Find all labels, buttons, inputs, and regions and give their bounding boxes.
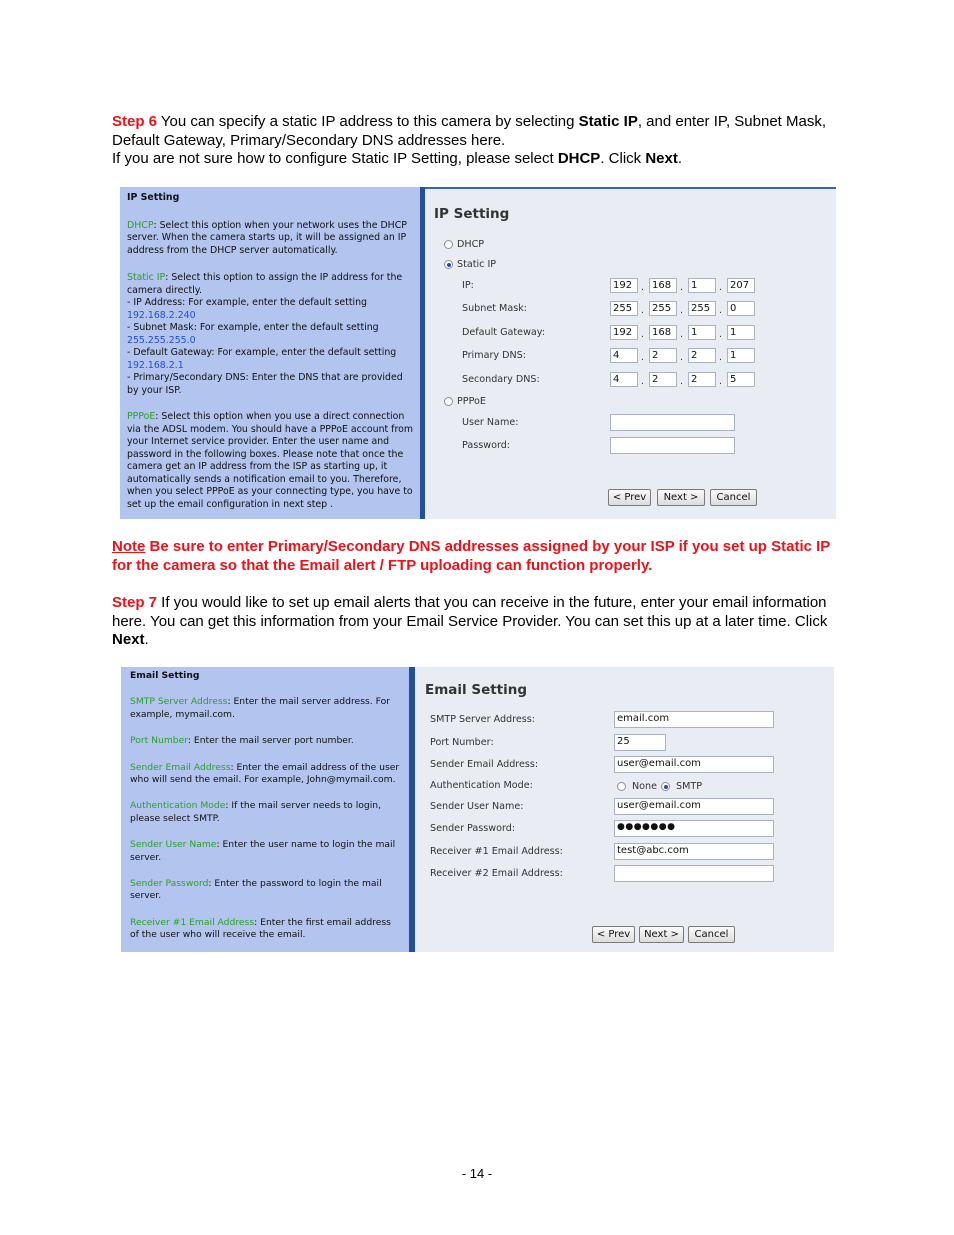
gateway-label: Default Gateway:	[462, 327, 546, 338]
static-ip-radio[interactable]	[444, 260, 453, 269]
ip-octet-2[interactable]: 168	[649, 278, 677, 293]
next-button[interactable]: Next >	[657, 489, 705, 506]
step7-paragraph: Step 7 If you would like to set up email alerts that you can receive in the future, enter your email information here. You can get this information from your Email Service Provider. You can set this up at a later time. Click Next.	[112, 594, 828, 648]
step7-label: Step 7	[112, 594, 158, 611]
dhcp-label: DHCP	[457, 239, 485, 250]
ip-help-heading: IP Setting	[127, 192, 180, 203]
sdns-octet-3[interactable]: 2	[688, 372, 716, 387]
port-number-input[interactable]: 25	[614, 734, 666, 751]
auth-smtp-radio[interactable]	[661, 782, 670, 791]
sender-email-input[interactable]: user@email.com	[614, 756, 774, 773]
cancel-button[interactable]: Cancel	[710, 489, 757, 506]
pdns-octet-2[interactable]: 2	[649, 348, 677, 363]
email-setting-title: Email Setting	[425, 682, 528, 698]
gw-octet-4[interactable]: 1	[727, 325, 755, 340]
password-label: Password:	[462, 440, 511, 451]
sender-user-label: Sender User Name:	[430, 801, 524, 812]
panel-divider	[409, 667, 415, 952]
receiver2-email-input[interactable]	[614, 865, 774, 882]
prev-button[interactable]: < Prev	[608, 489, 651, 506]
pppoe-password-input[interactable]	[610, 437, 735, 454]
ip-octet-3[interactable]: 1	[688, 278, 716, 293]
mask-octet-2[interactable]: 255	[649, 301, 677, 316]
pdns-octet-4[interactable]: 1	[727, 348, 755, 363]
smtp-server-input[interactable]: email.com	[614, 711, 774, 728]
sender-password-input[interactable]: ●●●●●●●	[614, 820, 774, 837]
auth-none-radio[interactable]	[617, 782, 626, 791]
gw-octet-1[interactable]: 192	[610, 325, 638, 340]
auth-mode-label: Authentication Mode:	[430, 780, 533, 791]
sender-username-input[interactable]: user@email.com	[614, 798, 774, 815]
username-label: User Name:	[462, 417, 519, 428]
gw-octet-2[interactable]: 168	[649, 325, 677, 340]
email-help-sidebar: Email Setting SMTP Server Address: Enter the mail server address. For example, mymail.com. Port Number: Enter the mail server port number. Sender Email Address: Enter the email address of the user who will send the email. For example, John@mymail.com. Authentication Mode: If the mail server needs to login, please select SMTP. Sender User Name: Enter the user name to login the mail server. Sender Password: Enter the password to login the mail server. Receiver #1 Email Address: Enter the first email address of the user who will receive the email.	[121, 667, 409, 952]
prev-button[interactable]: < Prev	[592, 926, 635, 943]
ip-octet-1[interactable]: 192	[610, 278, 638, 293]
ip-label: IP:	[462, 280, 474, 291]
step6-paragraph: Step 6 You can specify a static IP address to this camera by selecting Static IP, and enter IP, Subnet Mask, Default Gateway, Primary/Secondary DNS addresses here. If you are not sure how to configure Static IP Setting, please select DHCP. Click Next.	[112, 113, 827, 167]
smtp-label: SMTP Server Address:	[430, 714, 536, 725]
receiver1-label: Receiver #1 Email Address:	[430, 846, 563, 857]
port-label: Port Number:	[430, 737, 494, 748]
panel-top-line	[425, 187, 836, 189]
receiver2-label: Receiver #2 Email Address:	[430, 868, 563, 879]
static-ip-label: Static IP	[457, 259, 497, 270]
auth-smtp-label: SMTP	[676, 781, 703, 792]
ip-octet-4[interactable]: 207	[727, 278, 755, 293]
dhcp-radio[interactable]	[444, 240, 453, 249]
dns-note: Note Be sure to enter Primary/Secondary DNS addresses assigned by your ISP if you set up Static IP for the camera so that the Email alert / FTP uploading can function properly.	[112, 538, 831, 574]
pdns-octet-3[interactable]: 2	[688, 348, 716, 363]
subnet-mask-label: Subnet Mask:	[462, 303, 527, 314]
panel-divider	[420, 187, 425, 519]
mask-octet-1[interactable]: 255	[610, 301, 638, 316]
gw-octet-3[interactable]: 1	[688, 325, 716, 340]
sender-email-label: Sender Email Address:	[430, 759, 539, 770]
sdns-octet-2[interactable]: 2	[649, 372, 677, 387]
cancel-button[interactable]: Cancel	[688, 926, 735, 943]
pppoe-username-input[interactable]	[610, 414, 735, 431]
sender-password-label: Sender Password:	[430, 823, 516, 834]
ip-setting-screenshot: IP Setting DHCP: Select this option when your network uses the DHCP server. When the camera starts up, it will be assigned an IP address from the DHCP server automatically. Static IP: Select this option to assign the IP address for the camera directly. - IP Address: For example, enter the default setting 192.168.2.240 - Subnet Mask: For example, enter the default setting 255.255.255.0 - Default Gateway: For example, enter the default setting 192.168.2.1 - Primary/Secondary DNS: Enter the DNS that are provided by your ISP. PPPoE: Select this option when you use a direct connection via the ADSL modem. You should have a PPPoE account from your Internet service provider. Enter the user name and password in the following boxes. Please note that once the camera get an IP address from the ISP as starting up, it automatically sends a notification email to you. Therefore, when you select PPPoE as your connecting type, you have to set up the email configuration in next step . IP Setting DHCP Static IP IP: 192 . 168 . 1 . 207 Subnet Mask: 255 . 255 . 255 . 0 Default Gateway: 192 . 168 . 1 . 1 Primary DNS: 4 . 2 . 2 . 1 Secondary DNS: 4 . 2 . 2 . 5 PPPoE User Name: Password: < Prev Next > Cancel	[120, 187, 836, 519]
pppoe-radio[interactable]	[444, 397, 453, 406]
page-number: - 14 -	[461, 1166, 493, 1181]
email-help-heading: Email Setting	[130, 670, 200, 681]
primary-dns-label: Primary DNS:	[462, 350, 527, 361]
email-setting-screenshot	[121, 667, 834, 952]
sdns-octet-1[interactable]: 4	[610, 372, 638, 387]
auth-none-label: None	[632, 781, 658, 792]
ip-setting-title: IP Setting	[434, 206, 510, 222]
mask-octet-3[interactable]: 255	[688, 301, 716, 316]
step6-label: Step 6	[112, 113, 158, 130]
note-label: Note	[112, 538, 146, 555]
pppoe-label: PPPoE	[457, 396, 486, 407]
mask-octet-4[interactable]: 0	[727, 301, 755, 316]
receiver1-email-input[interactable]: test@abc.com	[614, 843, 774, 860]
secondary-dns-label: Secondary DNS:	[462, 374, 540, 385]
pdns-octet-1[interactable]: 4	[610, 348, 638, 363]
ip-help-sidebar: IP Setting DHCP: Select this option when your network uses the DHCP server. When the camera starts up, it will be assigned an IP address from the DHCP server automatically. Static IP: Select this option to assign the IP address for the camera directly. - IP Address: For example, enter the default setting 192.168.2.240 - Subnet Mask: For example, enter the default setting 255.255.255.0 - Default Gateway: For example, enter the default setting 192.168.2.1 - Primary/Secondary DNS: Enter the DNS that are provided by your ISP. PPPoE: Select this option when you use a direct connection via the ADSL modem. You should have a PPPoE account from your Internet service provider. Enter the user name and password in the following boxes. Please note that once the camera get an IP address from the ISP as starting up, it automatically sends a notification email to you. Therefore, when you select PPPoE as your connecting type, you have to set up the email configuration in next step .	[120, 187, 420, 519]
sdns-octet-4[interactable]: 5	[727, 372, 755, 387]
next-button[interactable]: Next >	[639, 926, 684, 943]
